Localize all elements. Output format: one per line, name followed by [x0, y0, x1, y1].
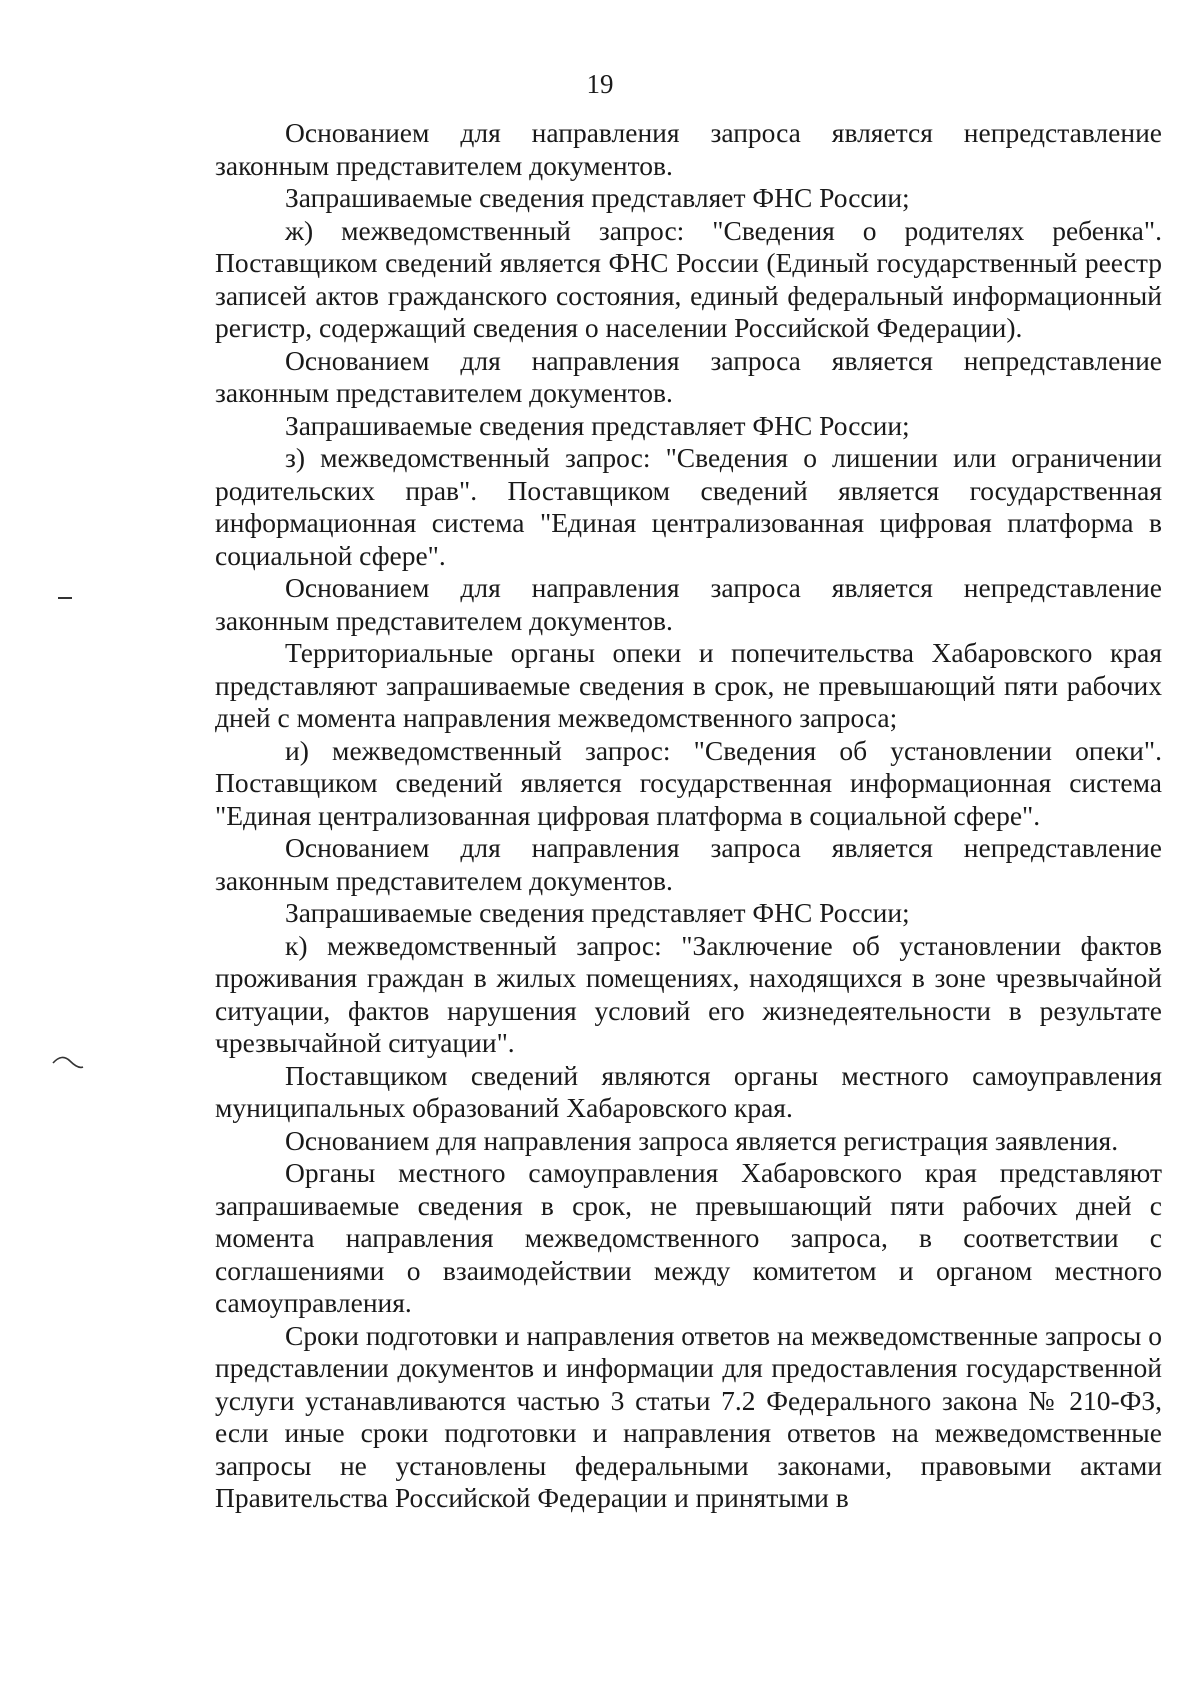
paragraph: Основанием для направления запроса является непредставление законным представителем документов.	[215, 572, 1162, 636]
paragraph: к) межведомственный запрос: "Заключение об установлении фактов проживания граждан в жилых помещениях, находящихся в зоне чрезвычайной ситуации, фактов нарушения условий его жизнедеятельности в результате чрезвычайной ситуации".	[215, 929, 1162, 1058]
paragraph: Основанием для направления запроса является регистрация заявления.	[285, 1124, 1119, 1156]
paragraph: Запрашиваемые сведения представляет ФНС России;	[285, 897, 910, 928]
paragraph: Основанием для направления запроса является непредставление законным представителем документов.	[215, 344, 1162, 408]
paragraph: ж) межведомственный запрос: "Сведения о родителях ребенка". Поставщиком сведений является ФНС России (Единый государственный реестр записей актов гражданского состояния, единый федеральный информационный регистр, содержащий сведения о населении Российской Федерации).	[215, 214, 1162, 343]
paragraph: Поставщиком сведений являются органы местного самоуправления муниципальных образований Хабаровского края.	[215, 1059, 1162, 1123]
margin-curve-mark	[52, 1055, 84, 1069]
margin-dash-mark	[58, 597, 72, 599]
paragraph: Территориальные органы опеки и попечительства Хабаровского края представляют запрашиваемые сведения в срок, не превышающий пяти рабочих дней с момента направления межведомственного запроса;	[215, 637, 1162, 733]
paragraph: Запрашиваемые сведения представляет ФНС России;	[285, 182, 910, 213]
paragraph: з) межведомственный запрос: "Сведения о лишении или ограничении родительских прав". Поставщиком сведений является государственная информационная система "Единая централизованная цифровая платформа в социальной сфере".	[215, 442, 1162, 571]
document-body	[215, 117, 1162, 1515]
page-number: 19	[586, 69, 614, 99]
paragraph: Сроки подготовки и направления ответов на межведомственные запросы о представлении документов и информации для предоставления государственной услуги устанавливаются частью 3 статьи 7.2 Федерального закона № 210-ФЗ, если иные сроки подготовки и направления ответов на межведомственные запросы не установлены федеральными законами, правовыми актами Правительства Российской Федерации и принятыми в	[215, 1319, 1162, 1513]
paragraph: Запрашиваемые сведения представляет ФНС России;	[285, 409, 910, 441]
paragraph: Органы местного самоуправления Хабаровского края представляют запрашиваемые сведения в срок, не превышающий пяти рабочих дней с момента направления межведомственного запроса, в соответствии с соглашениями о взаимодействии между комитетом и органом местного самоуправления.	[215, 1157, 1162, 1318]
paragraph: и) межведомственный запрос: "Сведения об установлении опеки". Поставщиком сведений является государственная информационная система "Единая централизованная цифровая платформа в социальной сфере".	[215, 734, 1162, 831]
paragraph: Основанием для направления запроса является непредставление законным представителем документов.	[215, 832, 1162, 896]
paragraph: Основанием для направления запроса является непредставление законным представителем документов.	[215, 117, 1162, 181]
